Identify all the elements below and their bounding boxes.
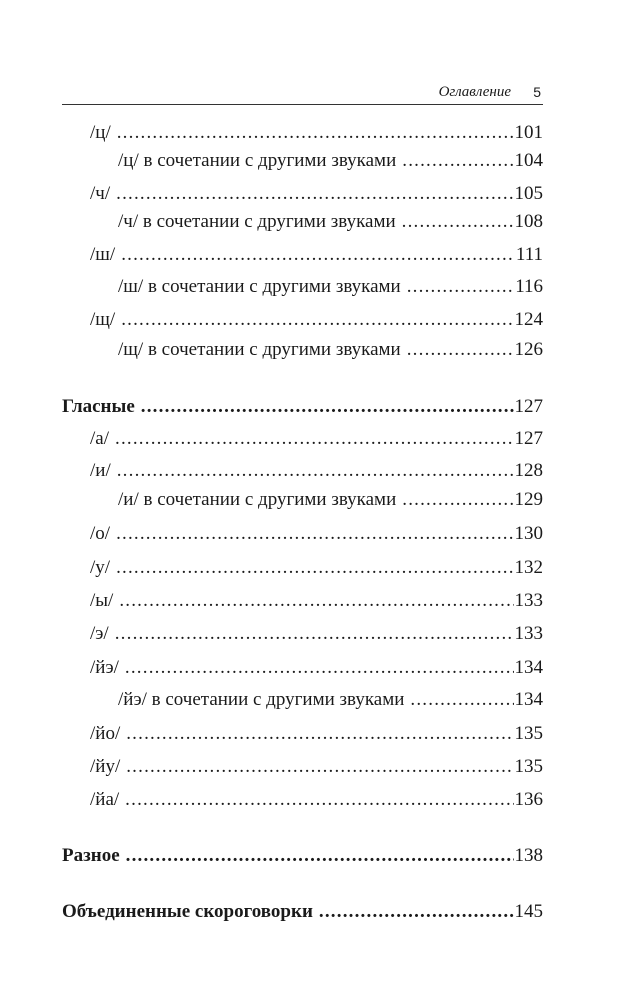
dot-leader: [126, 723, 513, 745]
toc-entry-page: 128: [514, 460, 543, 481]
toc-entry: [90, 244, 543, 266]
toc-entry-page: 129: [514, 489, 543, 510]
running-header: [62, 84, 543, 105]
toc-entry-label: /йо/: [90, 723, 121, 744]
toc-entry-page: 132: [514, 557, 543, 578]
dot-leader: [126, 756, 513, 778]
toc-entry-page: 135: [514, 723, 543, 744]
dot-leader: [141, 396, 514, 418]
dot-leader: [407, 276, 514, 298]
toc-entry-label: /э/: [90, 623, 109, 644]
toc-entry-page: 108: [514, 211, 543, 232]
toc-entry: [62, 845, 543, 867]
dot-leader: [319, 901, 514, 923]
toc-entry: [62, 396, 543, 418]
dot-leader: [402, 150, 513, 172]
header-title: Оглавление: [438, 84, 511, 100]
toc-entry-label: /ч/: [90, 183, 111, 204]
dot-leader: [410, 689, 513, 711]
toc-entry: [90, 590, 543, 612]
toc-entry-page: 101: [514, 122, 543, 143]
toc-entry-label: Объединенные скороговорки: [62, 901, 313, 922]
toc-entry-page: 116: [515, 276, 543, 297]
dot-leader: [117, 122, 514, 144]
dot-leader: [407, 339, 514, 361]
toc-entry: [118, 150, 543, 172]
dot-leader: [126, 845, 514, 867]
dot-leader: [402, 211, 514, 233]
toc-entry-label: /ч/ в сочетании с другими звуками: [118, 211, 396, 232]
toc-entry-label: /йа/: [90, 789, 120, 810]
toc-entry-label: /ш/: [90, 244, 116, 265]
toc-entry-page: 134: [514, 657, 543, 678]
toc-entry: [62, 901, 543, 923]
toc-entry-label: /йэ/: [90, 657, 119, 678]
toc-entry: [90, 789, 543, 811]
dot-leader: [116, 523, 513, 545]
toc-entry: [90, 623, 543, 645]
toc-entry: [118, 689, 543, 711]
toc-entry-page: 134: [514, 689, 543, 710]
toc-entry-label: /ш/ в сочетании с другими звуками: [118, 276, 401, 297]
toc-entry: [90, 756, 543, 778]
dot-leader: [125, 657, 514, 679]
dot-leader: [402, 489, 513, 511]
toc-entry: [118, 339, 543, 361]
toc-entry: [118, 276, 543, 298]
toc-entry-label: /а/: [90, 428, 109, 449]
toc-entry-page: 126: [514, 339, 543, 360]
dot-leader: [121, 244, 515, 266]
toc-entry: [90, 460, 543, 482]
toc-entry: [90, 122, 543, 144]
page-number: 5: [533, 84, 541, 100]
dot-leader: [117, 460, 514, 482]
toc-entry-label: /и/ в сочетании с другими звуками: [118, 489, 397, 510]
dot-leader: [121, 309, 513, 331]
toc-entry-page: 104: [514, 150, 543, 171]
toc-entry: [90, 657, 543, 679]
toc-entry: [90, 557, 543, 579]
toc-entry-page: 145: [514, 901, 543, 922]
toc-entry-label: /ы/: [90, 590, 114, 611]
toc-entry: [118, 211, 543, 233]
toc-entry-page: 133: [514, 623, 543, 644]
toc-entry-label: /и/: [90, 460, 111, 481]
dot-leader: [119, 590, 513, 612]
toc-entry: [90, 428, 543, 450]
dot-leader: [116, 557, 513, 579]
toc-entry-page: 127: [514, 428, 543, 449]
toc-entry: [90, 723, 543, 745]
toc-entry-page: 127: [514, 396, 543, 417]
toc-entry-page: 105: [514, 183, 543, 204]
toc-entry-label: /йу/: [90, 756, 121, 777]
toc-entry-page: 124: [514, 309, 543, 330]
toc-entry-page: 111: [515, 244, 543, 265]
toc-entry: [90, 183, 543, 205]
toc-entry-label: /йэ/ в сочетании с другими звуками: [118, 689, 405, 710]
toc-entry: [90, 309, 543, 331]
toc-entry-label: /о/: [90, 523, 111, 544]
toc-entry-label: Разное: [62, 845, 120, 866]
toc-entry: [90, 523, 543, 545]
toc-entry-page: 136: [514, 789, 543, 810]
toc-entry-label: /у/: [90, 557, 111, 578]
toc-entry-label: /ц/: [90, 122, 111, 143]
toc-entry-label: Гласные: [62, 396, 135, 417]
toc-entry-page: 138: [514, 845, 543, 866]
toc-entry: [118, 489, 543, 511]
dot-leader: [116, 183, 513, 205]
dot-leader: [115, 623, 514, 645]
toc-entry-page: 133: [514, 590, 543, 611]
dot-leader: [115, 428, 514, 450]
dot-leader: [125, 789, 513, 811]
toc-entry-label: /ц/ в сочетании с другими звуками: [118, 150, 397, 171]
toc-entry-page: 130: [514, 523, 543, 544]
toc-entry-page: 135: [514, 756, 543, 777]
toc-entry-label: /щ/ в сочетании с другими звуками: [118, 339, 401, 360]
toc-entry-label: /щ/: [90, 309, 116, 330]
